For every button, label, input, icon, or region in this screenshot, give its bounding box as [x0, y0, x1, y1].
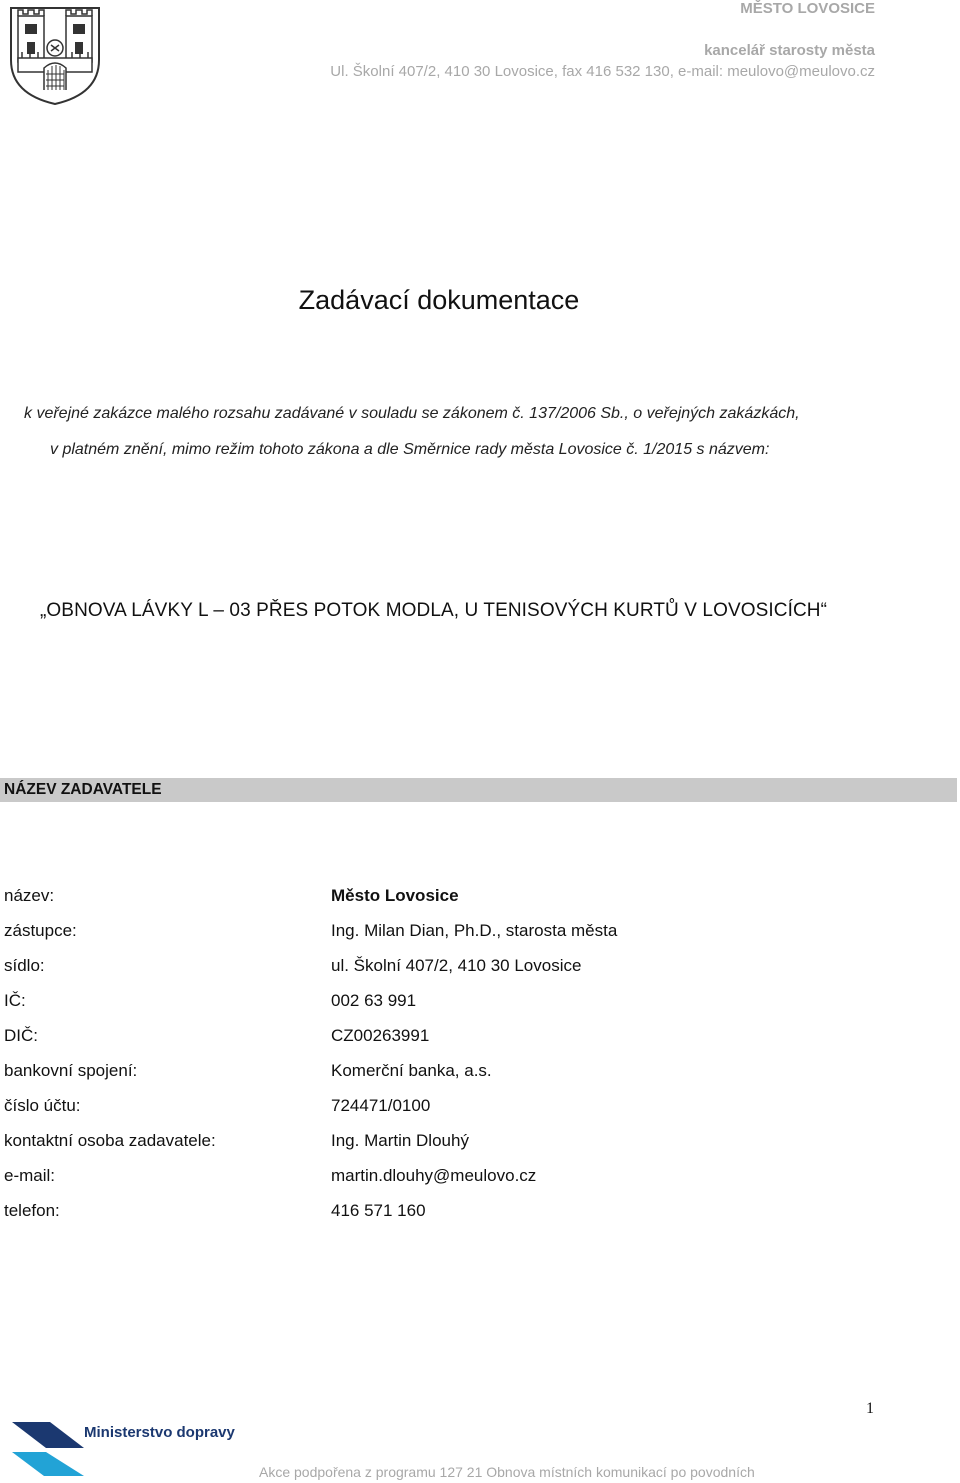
label-representative: zástupce:: [4, 921, 77, 940]
value-bank: Komerční banka, a.s.: [331, 1061, 492, 1080]
coat-of-arms-logo: [8, 2, 102, 106]
value-account: 724471/0100: [331, 1096, 431, 1115]
label-name: název:: [4, 886, 55, 905]
intro-line-2: v platném znění, mimo režim tohoto zákona a dle Směrnice rady města Lovosice č. 1/2015 s názvem:: [50, 441, 770, 458]
value-ic: 002 63 991: [331, 991, 417, 1010]
footer-note: Akce podpořena z programu 127 21 Obnova místních komunikací po povodních: [259, 1464, 755, 1480]
label-ic: IČ:: [4, 991, 26, 1010]
header-office: kancelář starosty města: [704, 42, 875, 59]
contract-subject: „OBNOVA LÁVKY L – 03 PŘES POTOK MODLA, U TENISOVÝCH KURTŮ V LOVOSICÍCH“: [40, 600, 828, 621]
label-contact: kontaktní osoba zadavatele:: [4, 1131, 216, 1150]
header-org: MĚSTO LOVOSICE: [740, 0, 875, 17]
page-number: 1: [866, 1400, 874, 1417]
document-title: Zadávací dokumentace: [298, 285, 580, 315]
header-address: Ul. Školní 407/2, 410 30 Lovosice, fax 416 532 130, e-mail: meulovo@meulovo.cz: [330, 63, 875, 80]
section-title: NÁZEV ZADAVATELE: [4, 781, 162, 798]
label-phone: telefon:: [4, 1201, 60, 1220]
label-dic: DIČ:: [4, 1026, 38, 1045]
label-bank: bankovní spojení:: [4, 1061, 138, 1080]
value-representative: Ing. Milan Dian, Ph.D., starosta města: [331, 921, 618, 940]
ministry-name: Ministerstvo dopravy: [84, 1424, 235, 1441]
value-seat: ul. Školní 407/2, 410 30 Lovosice: [331, 956, 582, 975]
intro-line-1: k veřejné zakázce malého rozsahu zadávané v souladu se zákonem č. 137/2006 Sb., o veřejných zakázkách,: [24, 405, 800, 422]
value-contact: Ing. Martin Dlouhý: [331, 1131, 469, 1150]
label-email: e-mail:: [4, 1166, 56, 1185]
value-dic: CZ00263991: [331, 1026, 430, 1045]
label-account: číslo účtu:: [4, 1096, 81, 1115]
value-email: martin.dlouhy@meulovo.cz: [331, 1166, 537, 1185]
ministry-logo-icon: [10, 1418, 86, 1478]
label-seat: sídlo:: [4, 956, 45, 975]
value-phone: 416 571 160: [331, 1201, 426, 1220]
value-name: Město Lovosice: [331, 886, 459, 905]
